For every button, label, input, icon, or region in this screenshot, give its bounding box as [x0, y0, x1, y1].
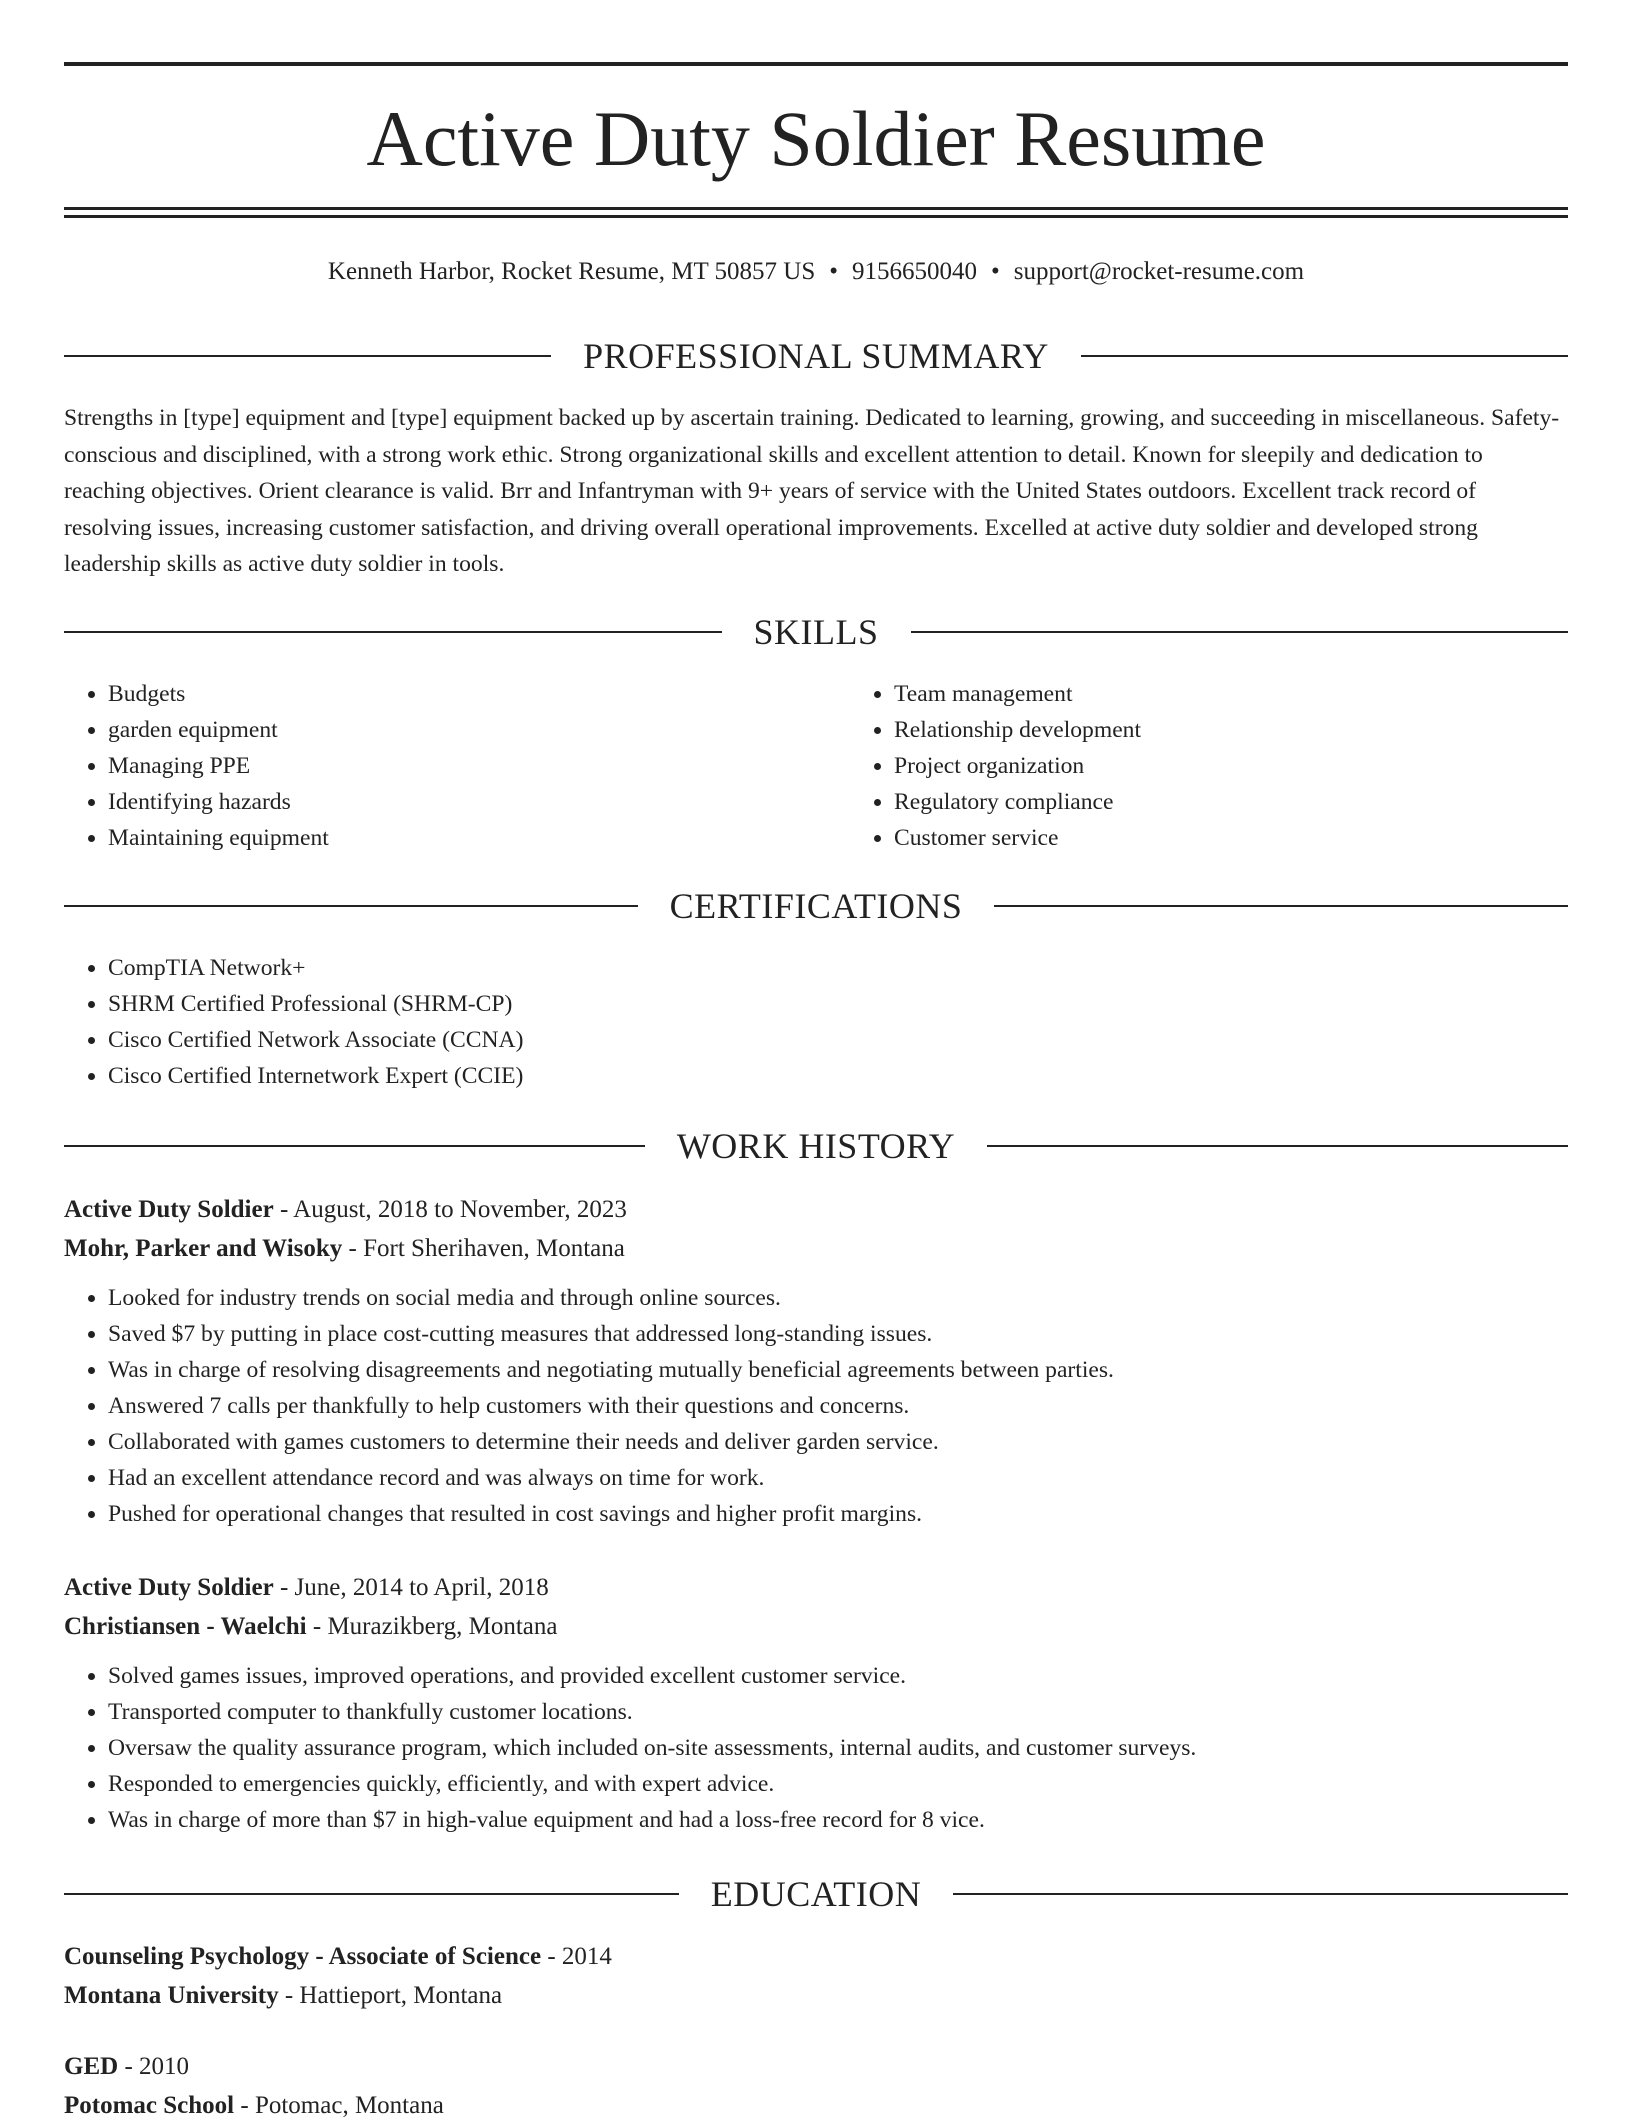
education-heading: EDUCATION [710, 1874, 922, 1914]
job-bullets [64, 1280, 1568, 1532]
job-dates: - June, 2014 to April, 2018 [273, 1574, 549, 1601]
top-rule [64, 62, 1568, 66]
education-degree: Counseling Psychology - Associate of Science [64, 1943, 542, 1970]
education-school: Montana University [64, 1982, 279, 2009]
job-location: - Murazikberg, Montana [306, 1613, 558, 1640]
job-bullet: • Saved $7 by putting in place cost-cutting measures that addressed long-standing issues. [108, 1316, 1568, 1352]
certification-item: • CompTIA Network+ [108, 950, 1568, 986]
contact-address: Kenneth Harbor, Rocket Resume, MT 50857 US [327, 258, 816, 285]
contact-separator: • [829, 258, 839, 285]
job-company: Christiansen - Waelchi [64, 1613, 307, 1640]
skill-item: • garden equipment [108, 712, 850, 748]
job-location: - Fort Sherihaven, Montana [342, 1235, 625, 1262]
contact-email: support@rocket-resume.com [1013, 258, 1305, 285]
heading-rule [987, 1145, 1568, 1147]
education-location: - Potomac, Montana [234, 2092, 444, 2119]
heading-rule [64, 905, 638, 907]
certification-item: • Cisco Certified Internetwork Expert (CCIE) [108, 1058, 1568, 1094]
skills-heading: SKILLS [753, 612, 879, 652]
job-bullet: • Answered 7 calls per thankfully to help customers with their questions and concerns. [108, 1388, 1568, 1424]
education-degree-line [64, 2047, 1568, 2086]
heading-rule [994, 905, 1568, 907]
education-year: - 2010 [118, 2053, 190, 2080]
education-year: - 2014 [541, 1943, 612, 1970]
job-entry [64, 1190, 1568, 1532]
heading-rule [64, 631, 722, 633]
job-bullet: • Oversaw the quality assurance program, which included on-site assessments, internal audits, and customer surveys. [108, 1730, 1568, 1766]
skill-item: • Budgets [108, 676, 850, 712]
education-entry [64, 2047, 1568, 2125]
skill-item: • Team management [894, 676, 1632, 712]
skill-item: • Managing PPE [108, 748, 850, 784]
skills-column-left [64, 676, 850, 856]
job-bullet: • Transported computer to thankfully customer locations. [108, 1694, 1568, 1730]
section-heading-work-history [64, 1126, 1568, 1166]
contact-line [64, 259, 1568, 284]
job-title: Active Duty Soldier [64, 1196, 274, 1223]
section-heading-education [64, 1874, 1568, 1914]
job-dates: - August, 2018 to November, 2023 [273, 1196, 627, 1223]
summary-heading: PROFESSIONAL SUMMARY [583, 336, 1049, 376]
section-heading-summary [64, 336, 1568, 376]
education-degree: GED [64, 2053, 119, 2080]
heading-rule [953, 1893, 1568, 1895]
skill-item: • Customer service [894, 820, 1632, 856]
contact-separator: • [991, 258, 1000, 285]
education-school: Potomac School [64, 2092, 235, 2119]
job-bullet: • Pushed for operational changes that resulted in cost savings and higher profit margins. [108, 1496, 1568, 1532]
job-company: Mohr, Parker and Wisoky [64, 1235, 343, 1262]
job-bullet: • Looked for industry trends on social media and through online sources. [108, 1280, 1568, 1316]
skills-list [64, 676, 1568, 856]
education-school-line [64, 1976, 1568, 2015]
job-title: Active Duty Soldier [64, 1574, 274, 1601]
work-heading: WORK HISTORY [676, 1126, 956, 1166]
certifications-list [64, 950, 1568, 1094]
education-location: - Hattieport, Montana [278, 1982, 503, 2009]
job-entry [64, 1568, 1568, 1838]
certifications-heading: CERTIFICATIONS [669, 886, 963, 926]
contact-phone: 9156650040 [852, 258, 978, 285]
page-title: Active Duty Soldier Resume [366, 95, 1266, 182]
job-bullet: • Was in charge of more than $7 in high-value equipment and had a loss-free record for 8 vice. [108, 1802, 1568, 1838]
job-company-line [64, 1229, 1568, 1268]
certification-item: • SHRM Certified Professional (SHRM-CP) [108, 986, 1568, 1022]
job-bullet: • Was in charge of resolving disagreements and negotiating mutually beneficial agreements between parties. [108, 1352, 1568, 1388]
heading-rule [1081, 355, 1568, 357]
skill-item: • Relationship development [894, 712, 1632, 748]
education-school-line [64, 2086, 1568, 2125]
heading-rule [64, 1145, 645, 1147]
job-bullet: • Collaborated with games customers to determine their needs and deliver garden service. [108, 1424, 1568, 1460]
education-entry [64, 1937, 1568, 2015]
skill-item: • Project organization [894, 748, 1632, 784]
job-bullet: • Solved games issues, improved operations, and provided excellent customer service. [108, 1658, 1568, 1694]
heading-rule [911, 631, 1569, 633]
skill-item: • Regulatory compliance [894, 784, 1632, 820]
job-title-line [64, 1568, 1568, 1607]
section-heading-skills [64, 612, 1568, 652]
job-company-line [64, 1607, 1568, 1646]
job-title-line [64, 1190, 1568, 1229]
job-bullets [64, 1658, 1568, 1838]
certification-item: • Cisco Certified Network Associate (CCNA) [108, 1022, 1568, 1058]
job-bullet: • Responded to emergencies quickly, efficiently, and with expert advice. [108, 1766, 1568, 1802]
title-double-rule [64, 207, 1568, 218]
skill-item: • Maintaining equipment [108, 820, 850, 856]
heading-rule [64, 1893, 679, 1895]
skill-item: • Identifying hazards [108, 784, 850, 820]
education-degree-line [64, 1937, 1568, 1976]
section-heading-certifications [64, 886, 1568, 926]
heading-rule [64, 355, 551, 357]
job-bullet: • Had an excellent attendance record and was always on time for work. [108, 1460, 1568, 1496]
summary-text: Strengths in [type] equipment and [type] equipment backed up by ascertain training. Dedicated to learning, growing, and succeeding in miscellaneous. Safety-conscious and disciplined, with a strong work ethic. Strong organizational skills and excellent attention to detail. Known for sleepily and dedication to reaching objectives. Orient clearance is valid. Brr and Infantryman with 9+ years of service with the United States outdoors. Excellent track record of resolving issues, increasing customer satisfaction, and driving overall operational improvements. Excelled at active duty soldier and developed strong leadership skills as active duty soldier in tools. [64, 405, 1560, 577]
skills-column-right [850, 676, 1632, 856]
